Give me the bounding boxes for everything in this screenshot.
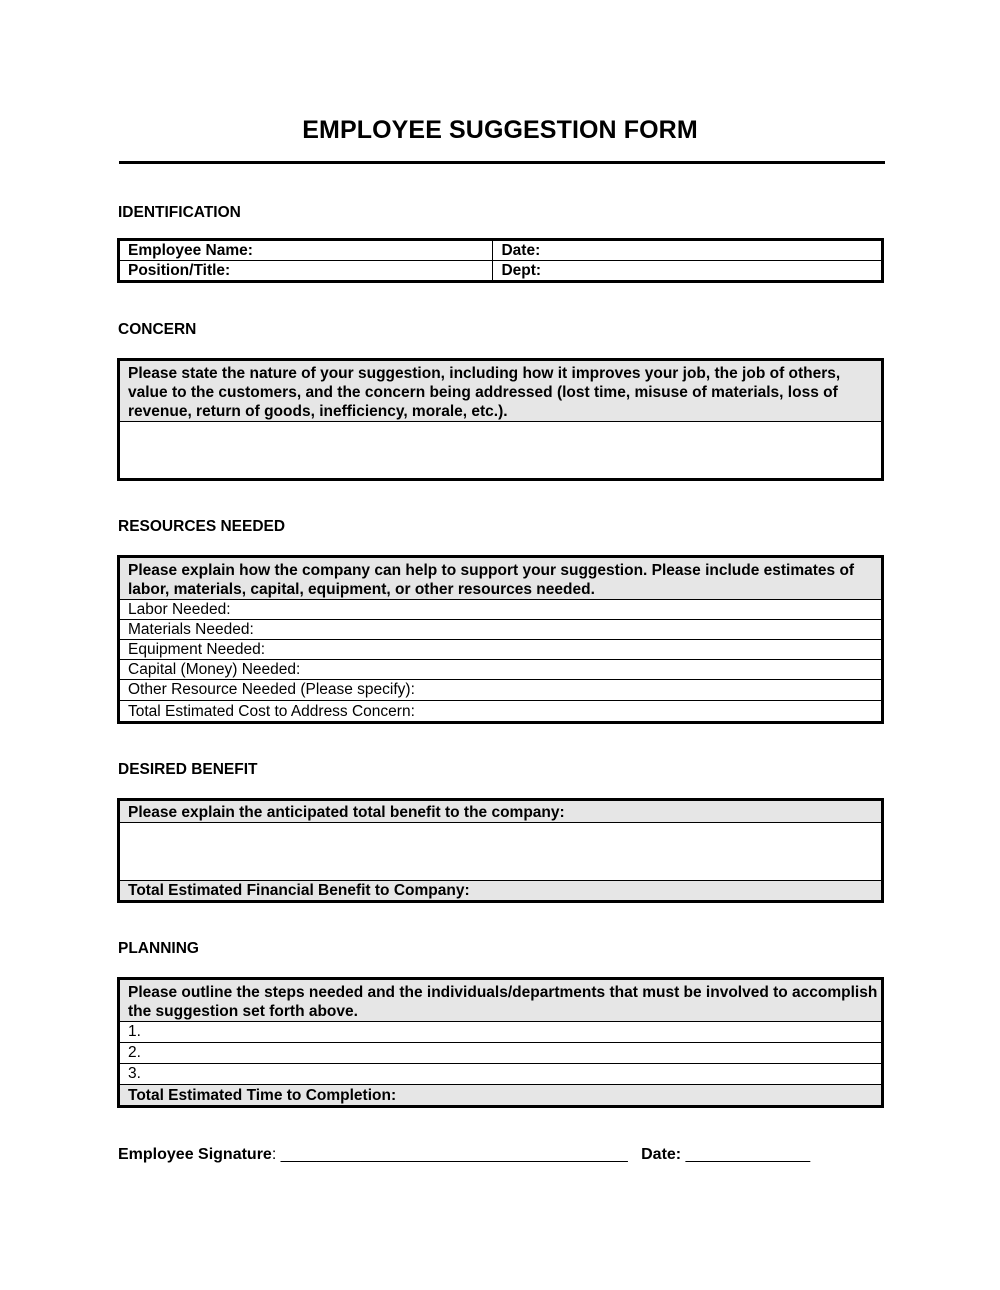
- benefit-heading: DESIRED BENEFIT: [118, 761, 258, 778]
- concern-prompt: Please state the nature of your suggestion, including how it improves your job, the job of others, value to the customers, and the concern being addressed (lost time, misuse of materials, loss of revenue, return of goods, inefficiency, morale, etc.).: [119, 360, 883, 422]
- benefit-answer-field[interactable]: [119, 823, 883, 881]
- resources-heading: RESOURCES NEEDED: [118, 518, 286, 535]
- employee-name-field[interactable]: Employee Name:: [119, 240, 493, 261]
- resources-table: [117, 555, 884, 724]
- employee-signature-label: Employee Signature: [118, 1146, 272, 1163]
- signature-date-label: Date:: [641, 1146, 682, 1163]
- date-field[interactable]: Date:: [493, 240, 883, 261]
- materials-needed-field[interactable]: Materials Needed:: [119, 620, 883, 640]
- identification-heading: IDENTIFICATION: [118, 204, 241, 221]
- benefit-prompt: Please explain the anticipated total benefit to the company:: [119, 800, 883, 823]
- planning-step-2-field[interactable]: 2.: [119, 1043, 883, 1064]
- title-rule: [119, 161, 885, 164]
- employee-signature-field[interactable]: _______________________________________: [280, 1146, 628, 1163]
- signature-date-field[interactable]: ______________: [685, 1146, 811, 1163]
- total-estimated-cost-field[interactable]: Total Estimated Cost to Address Concern:: [119, 701, 883, 723]
- concern-table: [117, 358, 884, 481]
- dept-field[interactable]: Dept:: [493, 261, 883, 282]
- capital-needed-field[interactable]: Capital (Money) Needed:: [119, 660, 883, 680]
- planning-step-3-field[interactable]: 3.: [119, 1064, 883, 1085]
- identification-table: [117, 238, 884, 283]
- other-resource-field[interactable]: Other Resource Needed (Please specify):: [119, 680, 883, 701]
- page-title: EMPLOYEE SUGGESTION FORM: [302, 116, 698, 144]
- position-title-field[interactable]: Position/Title:: [119, 261, 493, 282]
- signature-line: [118, 1146, 810, 1164]
- planning-heading: PLANNING: [118, 940, 199, 957]
- concern-answer-field[interactable]: [119, 422, 883, 480]
- total-financial-benefit-field[interactable]: Total Estimated Financial Benefit to Company:: [119, 881, 883, 902]
- equipment-needed-field[interactable]: Equipment Needed:: [119, 640, 883, 660]
- concern-heading: CONCERN: [118, 321, 197, 338]
- planning-table: [117, 977, 884, 1108]
- total-time-to-completion-field[interactable]: Total Estimated Time to Completion:: [119, 1085, 883, 1107]
- signature-colon: :: [271, 1146, 277, 1163]
- planning-step-1-field[interactable]: 1.: [119, 1022, 883, 1043]
- planning-prompt: Please outline the steps needed and the individuals/departments that must be involved to accomplish the suggestion set forth above.: [119, 979, 883, 1022]
- resources-prompt: Please explain how the company can help to support your suggestion. Please include estimates of labor, materials, capital, equipment, or other resources needed.: [119, 557, 883, 600]
- benefit-table: [117, 798, 884, 903]
- labor-needed-field[interactable]: Labor Needed:: [119, 600, 883, 620]
